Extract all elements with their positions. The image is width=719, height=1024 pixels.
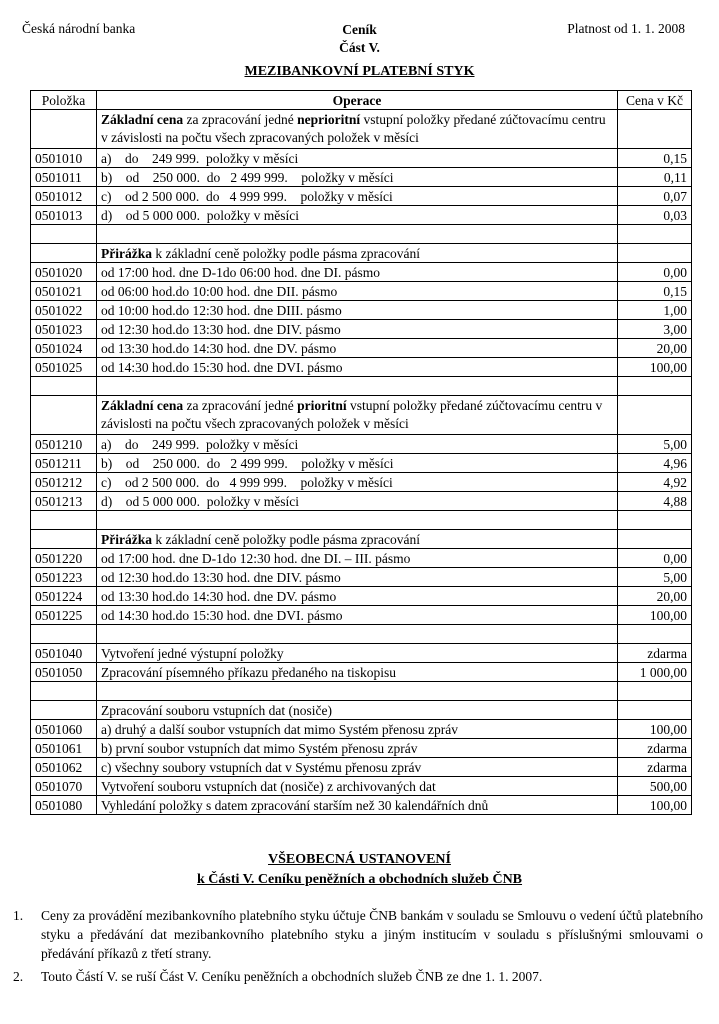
provision-number: 1.: [13, 908, 24, 923]
section-description: [31, 530, 692, 549]
table-row: 0501220 od 17:00 hod. dne D-1do 12:30 hod. dne DI. – III. pásmo 0,00: [31, 549, 692, 568]
general-provisions-heading: VŠEOBECNÁ USTANOVENÍ: [268, 852, 451, 867]
table-row: 0501050 Zpracování písemného příkazu předaného na tiskopisu 1 000,00: [31, 663, 692, 682]
table-row: 0501022 od 10:00 hod.do 12:30 hod. dne DIII. pásmo 1,00: [31, 301, 692, 320]
table-row: 0501060 a) druhý a další soubor vstupních dat mimo Systém přenosu zpráv 100,00: [31, 720, 692, 739]
section-description: [31, 396, 692, 435]
table-row: 0501210 a) do 249 999. položky v měsíci 5,00: [31, 435, 692, 454]
table-row: 0501012 c) od 2 500 000. do 4 999 999. položky v měsíci 0,07: [31, 187, 692, 206]
pricelist-title: Ceník: [342, 22, 377, 37]
table-row: 0501040 Vytvoření jedné výstupní položky zdarma: [31, 644, 692, 663]
table-row: 0501020 od 17:00 hod. dne D-1do 06:00 hod. dne DI. pásmo 0,00: [31, 263, 692, 282]
table-row: 0501070 Vytvoření souboru vstupních dat (nosiče) z archivovaných dat 500,00: [31, 777, 692, 796]
section-base-priority: Základní cena za zpracování jedné prioritní vstupní položky předané zúčtovacímu centru v závislosti na počtu všech zpracovaných položek v měsíci: [97, 396, 618, 435]
section-description: [31, 244, 692, 263]
header-price: Cena v Kč: [618, 91, 692, 110]
table-row: 0501023 od 12:30 hod.do 13:30 hod. dne DIV. pásmo 3,00: [31, 320, 692, 339]
table-row: 0501212 c) od 2 500 000. do 4 999 999. položky v měsíci 4,92: [31, 473, 692, 492]
table-row: 0501025 od 14:30 hod.do 15:30 hod. dne DVI. pásmo 100,00: [31, 358, 692, 377]
table-row: 0501224 od 13:30 hod.do 14:30 hod. dne DV. pásmo 20,00: [31, 587, 692, 606]
provision-number: 2.: [13, 969, 24, 984]
table-row: 0501062 c) všechny soubory vstupních dat v Systému přenosu zpráv zdarma: [31, 758, 692, 777]
provision-2: [13, 967, 703, 986]
section-description: [31, 701, 692, 720]
blank-row: [31, 625, 692, 644]
header-item: Položka: [31, 91, 97, 110]
part-title: Část V.: [339, 40, 380, 55]
blank-row: [31, 225, 692, 244]
table-row: 0501021 od 06:00 hod.do 10:00 hod. dne DII. pásmo 0,15: [31, 282, 692, 301]
general-provisions-subheading: k Části V. Ceníku peněžních a obchodních služeb ČNB: [196, 872, 523, 887]
blank-row: [31, 377, 692, 396]
table-row: 0501061 b) první soubor vstupních dat mimo Systém přenosu zpráv zdarma: [31, 739, 692, 758]
section-priority-surcharge: Přirážka k základní ceně položky podle pásma zpracování: [97, 530, 618, 549]
table-row: 0501024 od 13:30 hod.do 14:30 hod. dne DV. pásmo 20,00: [31, 339, 692, 358]
bank-name: Česká národní banka: [22, 21, 136, 36]
section-surcharge: Přirážka k základní ceně položky podle pásma zpracování: [97, 244, 618, 263]
section-description: [31, 110, 692, 149]
table-row: 0501010 a) do 249 999. položky v měsíci 0,15: [31, 149, 692, 168]
price-table: [30, 90, 692, 815]
provision-1: [13, 906, 703, 963]
provision-text: Touto Částí V. se ruší Část V. Ceníku peněžních a obchodních služeb ČNB ze dne 1. 1. 2007.: [41, 969, 543, 984]
table-row: 0501223 od 12:30 hod.do 13:30 hod. dne DIV. pásmo 5,00: [31, 568, 692, 587]
table-header-row: [31, 91, 692, 110]
section-input-files: Zpracování souboru vstupních dat (nosiče): [97, 701, 618, 720]
blank-row: [31, 511, 692, 530]
table-row: 0501013 d) od 5 000 000. položky v měsíci 0,03: [31, 206, 692, 225]
blank-row: [31, 682, 692, 701]
table-row: 0501080 Vyhledání položky s datem zpracování starším než 30 kalendářních dnů 100,00: [31, 796, 692, 815]
provision-text: Ceny za provádění mezibankovního platebního styku účtuje ČNB bankám v souladu se Smlouvu o vedení účtů platebního styku a předávání dat mezibankovního platebního styku a jiným institucím v souladu s příslušnými smlouvami o předávání příkazů z třetí strany.: [41, 908, 703, 961]
table-row: 0501213 d) od 5 000 000. položky v měsíci 4,88: [31, 492, 692, 511]
section-base-nonpriority: Základní cena za zpracování jedné neprioritní vstupní položky předané zúčtovacímu centru v závislosti na počtu všech zpracovaných položek v měsíci: [97, 110, 618, 149]
validity-date: Platnost od 1. 1. 2008: [567, 21, 685, 36]
header-operation: Operace: [97, 91, 618, 110]
table-row: 0501225 od 14:30 hod.do 15:30 hod. dne DVI. pásmo 100,00: [31, 606, 692, 625]
table-row: 0501011 b) od 250 000. do 2 499 999. položky v měsíci 0,11: [31, 168, 692, 187]
page-title: MEZIBANKOVNÍ PLATEBNÍ STYK: [244, 64, 475, 79]
table-row: 0501211 b) od 250 000. do 2 499 999. položky v měsíci 4,96: [31, 454, 692, 473]
